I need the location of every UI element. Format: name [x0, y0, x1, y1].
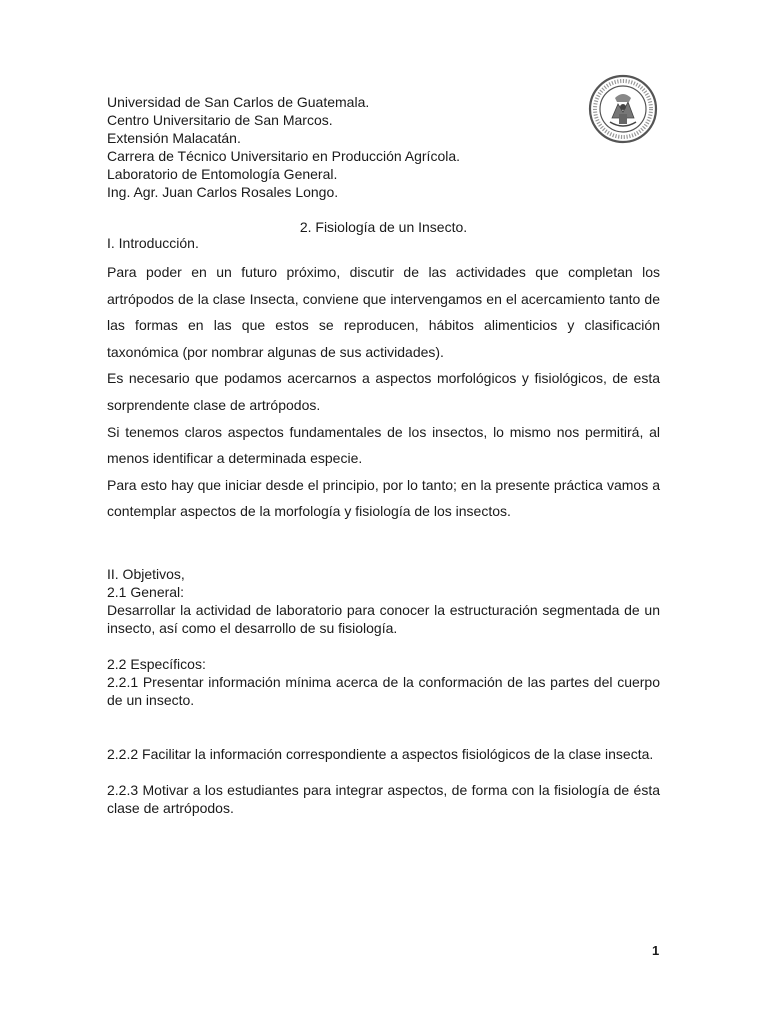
general-objective-text: Desarrollar la actividad de laboratorio para conocer la estructuración segmentada de un insecto, así como el desarrollo de su fisiología.: [107, 602, 660, 636]
intro-paragraph: Si tenemos claros aspectos fundamentales de los insectos, lo mismo nos permitirá, al menos identificar a determinada especie.: [107, 423, 660, 467]
specific-objective-item: 2.2.2 Facilitar la información correspondiente a aspectos fisiológicos de la clase insecta.: [107, 746, 654, 762]
header-line-center: Centro Universitario de San Marcos.: [107, 112, 333, 128]
general-objective-heading: 2.1 General:: [107, 584, 185, 600]
objectives-section: [107, 565, 660, 817]
intro-heading: I. Introducción.: [107, 235, 199, 251]
page-number: 1: [652, 943, 660, 958]
specific-objective-item: 2.2.3 Motivar a los estudiantes para integrar aspectos, de forma con la fisiología de ésta clase de artrópodos.: [107, 782, 660, 816]
institution-header: [107, 93, 527, 201]
header-line-extension: Extensión Malacatán.: [107, 130, 241, 146]
header-line-lab: Laboratorio de Entomología General.: [107, 166, 338, 182]
header-line-instructor: Ing. Agr. Juan Carlos Rosales Longo.: [107, 184, 339, 200]
intro-paragraph: Es necesario que podamos acercarnos a aspectos morfológicos y fisiológicos, de esta sorprendente clase de artrópodos.: [107, 370, 660, 413]
header-line-university: Universidad de San Carlos de Guatemala.: [107, 94, 370, 110]
intro-paragraph: Para poder en un futuro próximo, discutir de las actividades que completan los artrópodos de la clase Insecta, conviene que intervengamos en el acercamiento tanto de las formas en las que estos se reproducen, hábitos alimenticios y clasificación taxonómica (por nombrar algunas de sus actividades).: [107, 264, 660, 360]
objectives-heading: II. Objetivos,: [107, 566, 185, 582]
header-line-career: Carrera de Técnico Universitario en Producción Agrícola.: [107, 148, 461, 164]
intro-section: [107, 259, 660, 525]
specific-objective-item: 2.2.1 Presentar información mínima acerca de la conformación de las partes del cuerpo de un insecto.: [107, 674, 660, 708]
university-seal-icon: [588, 74, 658, 144]
document-title: 2. Fisiología de un Insecto.: [299, 219, 468, 235]
intro-paragraph: Para esto hay que iniciar desde el principio, por lo tanto; en la presente práctica vamos a contemplar aspectos de la morfología y fisiología de los insectos.: [107, 476, 660, 520]
specific-objectives-heading: 2.2 Específicos:: [107, 656, 206, 672]
